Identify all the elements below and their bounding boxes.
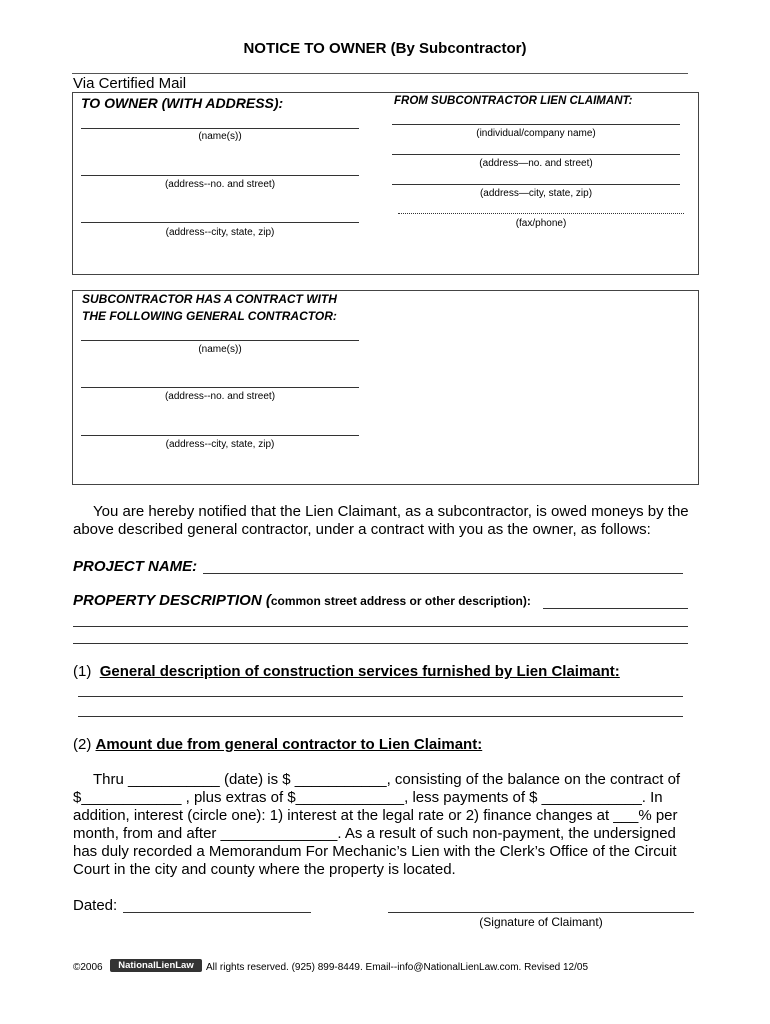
- notice-line-2: above described general contractor, under a contract with you as the owner, as follows:: [73, 521, 651, 538]
- claimant-street-field[interactable]: [392, 154, 680, 155]
- contractor-name-caption: (name(s)): [198, 344, 242, 355]
- section-2-title: Amount due from general contractor to Lien Claimant:: [95, 736, 483, 753]
- services-description-field-1[interactable]: [78, 696, 683, 697]
- amount-line-1: Thru ___________ (date) is $ ___________, consisting of the balance on the contract of: [93, 771, 681, 788]
- amount-line-5: has duly recorded a Memorandum For Mechanic’s Lien with the Clerk’s Office of the Circuit: [73, 843, 677, 860]
- signature-field[interactable]: [388, 912, 694, 913]
- owner-city-field[interactable]: [81, 222, 359, 223]
- notice-line-1: You are hereby notified that the Lien Claimant, as a subcontractor, is owed moneys by the: [93, 503, 689, 520]
- section-1-title: General description of construction services furnished by Lien Claimant:: [99, 663, 620, 680]
- property-description-field-2[interactable]: [73, 626, 688, 627]
- property-description-field-1[interactable]: [543, 608, 688, 609]
- dated-label: Dated:: [73, 897, 118, 914]
- owner-street-field[interactable]: [81, 175, 359, 176]
- document-title: NOTICE TO OWNER (By Subcontractor): [243, 40, 527, 57]
- amount-line-2: $____________ , plus extras of $_____________, less payments of $ ____________. In: [73, 789, 663, 806]
- contractor-city-field[interactable]: [81, 435, 359, 436]
- footer-rights: All rights reserved. (925) 899-8449. Email--info@NationalLienLaw.com. Revised 12/05: [206, 962, 589, 973]
- claimant-street-caption: (address—no. and street): [479, 158, 593, 169]
- amount-line-6: Court in the city and county where the property is located.: [73, 861, 456, 878]
- contractor-street-caption: (address--no. and street): [164, 391, 276, 402]
- claimant-city-field[interactable]: [392, 184, 680, 185]
- owner-street-caption: (address--no. and street): [164, 179, 276, 190]
- contractor-heading-line2: THE FOLLOWING GENERAL CONTRACTOR:: [82, 309, 337, 323]
- dated-field[interactable]: [123, 912, 311, 913]
- owner-name-caption: (name(s)): [198, 131, 242, 142]
- amount-line-3: addition, interest (circle one): 1) interest at the legal rate or 2) finance changes at ___% per: [73, 807, 678, 824]
- project-name-label: PROJECT NAME:: [73, 558, 198, 575]
- contractor-heading-line1: SUBCONTRACTOR HAS A CONTRACT WITH: [82, 292, 337, 306]
- section-2-number: (2): [73, 736, 92, 753]
- section-1-number: (1): [73, 663, 92, 680]
- project-name-field[interactable]: [203, 573, 683, 574]
- from-claimant-heading: FROM SUBCONTRACTOR LIEN CLAIMANT:: [394, 95, 633, 107]
- claimant-city-caption: (address—city, state, zip): [479, 188, 593, 199]
- claimant-phone-caption: (fax/phone): [515, 218, 567, 229]
- signature-caption: (Signature of Claimant): [479, 915, 603, 929]
- nationallienlaw-logo: NationalLienLaw: [110, 959, 202, 972]
- claimant-name-caption: (individual/company name): [476, 128, 596, 139]
- services-description-field-2[interactable]: [78, 716, 683, 717]
- contractor-street-field[interactable]: [81, 387, 359, 388]
- amount-line-4: month, from and after ______________. As a result of such non-payment, the undersigned: [73, 825, 676, 842]
- claimant-name-field[interactable]: [392, 124, 680, 125]
- footer-copyright: ©2006: [73, 962, 103, 973]
- owner-name-field[interactable]: [81, 128, 359, 129]
- property-description-field-3[interactable]: [73, 643, 688, 644]
- owner-city-caption: (address--city, state, zip): [165, 227, 275, 238]
- property-label-sub: common street address or other description):: [270, 594, 531, 608]
- owner-heading: TO OWNER (WITH ADDRESS):: [81, 95, 284, 111]
- section-1-heading: [73, 663, 620, 680]
- property-description-label: [73, 592, 531, 610]
- via-certified-mail: Via Certified Mail: [73, 75, 187, 92]
- claimant-phone-field[interactable]: [398, 213, 684, 214]
- title-rule: [72, 73, 688, 74]
- property-label-main: PROPERTY DESCRIPTION (: [73, 592, 271, 609]
- contractor-name-field[interactable]: [81, 340, 359, 341]
- section-2-heading: [73, 736, 482, 753]
- contractor-city-caption: (address--city, state, zip): [165, 439, 275, 450]
